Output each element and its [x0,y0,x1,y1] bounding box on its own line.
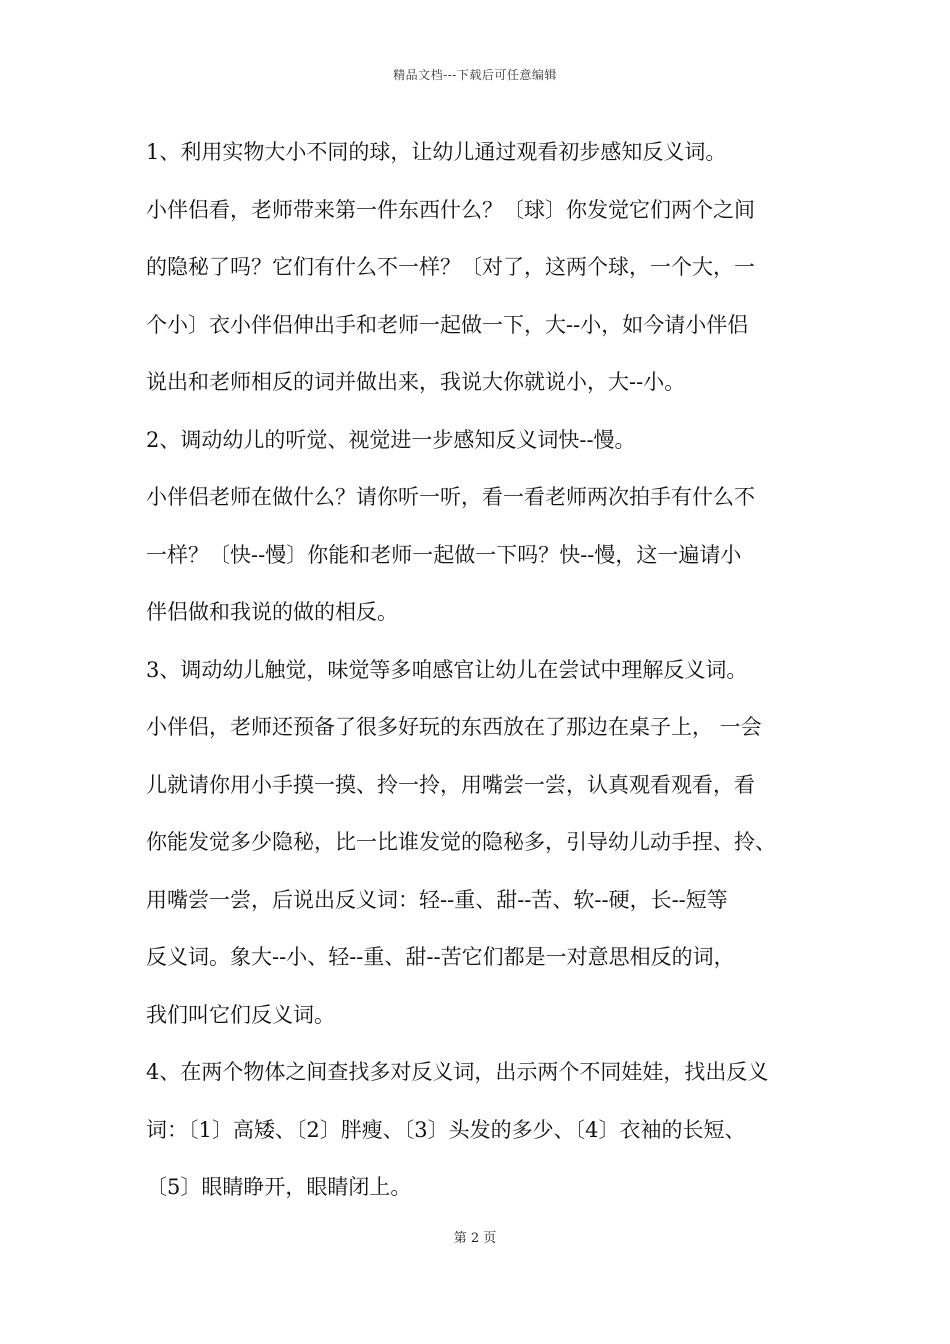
text-line: 你能发觉多少隐秘，比一比谁发觉的隐秘多，引导幼儿动手捏、拎、 [146,830,776,854]
text-line: 小伴侣，老师还预备了很多好玩的东西放在了那边在桌子上， 一会 [146,715,762,739]
text-line: 用嘴尝一尝，后说出反义词：轻--重、甜--苦、软--硬，长--短等 [146,887,728,912]
text-line: 一样？〔快--慢〕你能和老师一起做一下吗？快--慢，这一遍请小 [146,542,742,567]
text-line: 伴侣做和我说的做的相反。 [146,600,398,624]
text-line: 词：〔1〕高矮、〔2〕胖瘦、〔3〕头发的多少、〔4〕衣袖的长短、 [146,1117,746,1142]
document-body [146,124,836,1217]
text-line: 说出和老师相反的词并做出来，我说大你就说小，大--小。 [146,370,686,394]
text-line: 小伴侣看，老师带来第一件东西什么？〔球〕你发觉它们两个之间 [146,197,755,222]
text-line: 的隐秘了吗？它们有什么不一样？〔对了，这两个球，一个大，一 [146,255,755,279]
text-line: 4、在两个物体之间查找多对反义词，出示两个不同娃娃，找出反义 [146,1060,769,1084]
text-line: 3、调动幼儿触觉，味觉等多咱感官让幼儿在尝试中理解反义词。 [146,657,748,682]
text-line: 反义词。象大--小、轻--重、甜--苦它们都是一对意思相反的词， [146,945,735,969]
text-line: 〔5〕眼睛睁开，眼睛闭上。 [146,1175,412,1199]
text-line: 我们叫它们反义词。 [146,1002,335,1027]
page-header: 精品文档---下载后可任意编辑 [393,68,557,82]
text-line: 1、利用实物大小不同的球，让幼儿通过观看初步感知反义词。 [146,140,727,164]
text-line: 小伴侣老师在做什么？请你听一听，看一看老师两次拍手有什么不 [146,485,755,509]
text-line: 个小〕衣小伴侣伸出手和老师一起做一下，大--小，如今请小伴侣 [146,312,749,337]
text-line: 儿就请你用小手摸一摸、拎一拎，用嘴尝一尝，认真观看观看，看 [146,772,755,797]
text-line: 2、调动幼儿的听觉、视觉进一步感知反义词快--慢。 [146,427,636,452]
page-number: 第 2 页 [453,1231,497,1246]
